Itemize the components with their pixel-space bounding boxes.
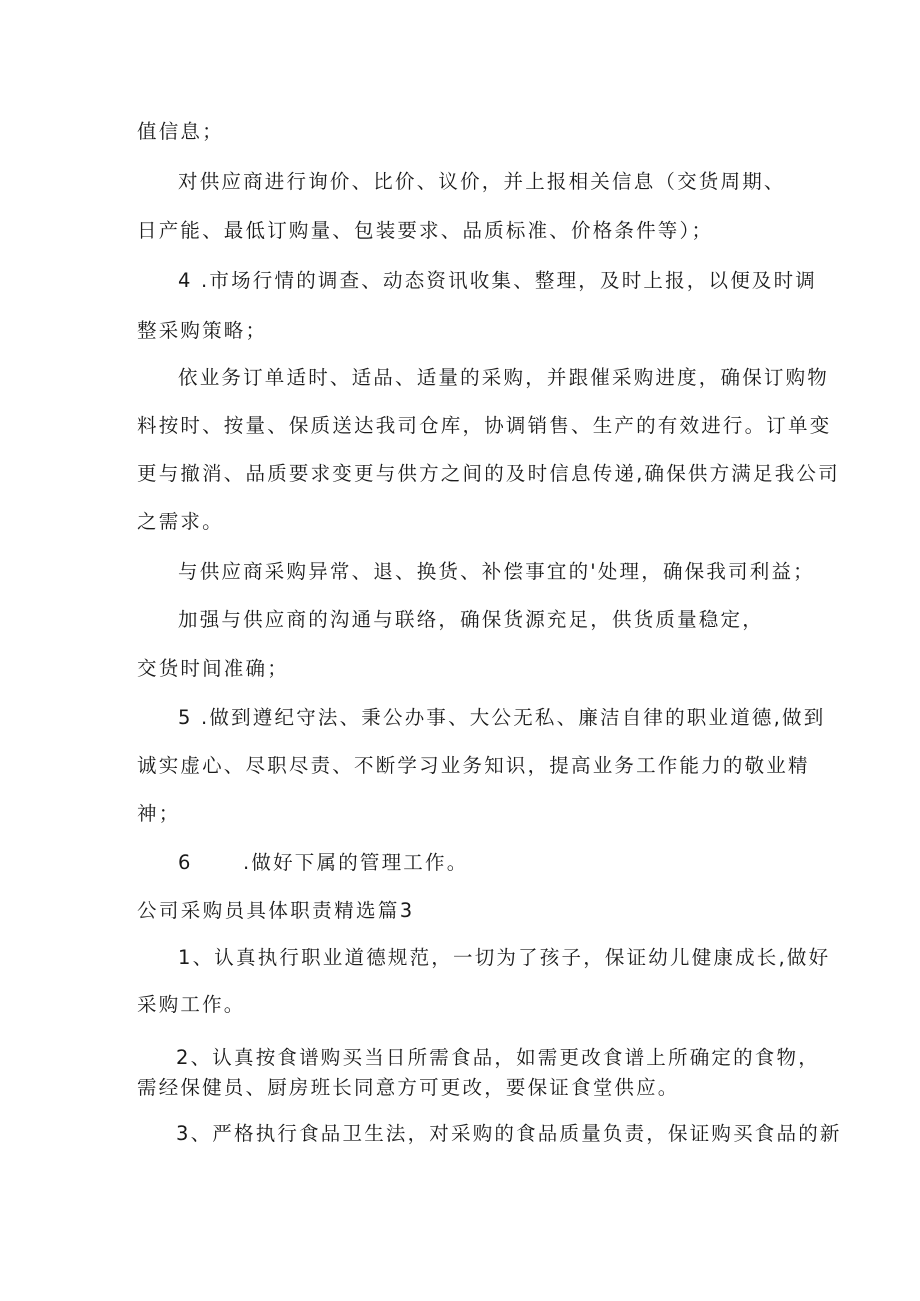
text-line-19: 采购工作。 (137, 993, 246, 1016)
text-line-14: 诚实虚心、尽职尽责、不断学习业务知识，提高业务工作能力的敬业精 (137, 754, 810, 777)
text-line-10: 与供应商采购异常、退、换货、补偿事宜的'处理，确保我司利益； (178, 560, 815, 583)
text-line-13: 5 .做到遵纪守法、秉公办事、大公无私、廉洁自律的职业道德,做到 (178, 706, 826, 729)
text-line-1: 值信息； (137, 120, 224, 143)
text-line-21: 需经保健员、厨房班长同意方可更改，要保证食堂供应。 (137, 1076, 680, 1099)
text-line-15: 神； (137, 802, 181, 825)
text-line-3: 日产能、最低订购量、包装要求、品质标准、价格条件等）； (137, 219, 714, 242)
text-line-16: 6 .做好下属的管理工作。 (178, 851, 469, 874)
text-line-22: 3、严格执行食品卫生法，对采购的食品质量负责，保证购买食品的新 (176, 1122, 842, 1145)
text-line-8: 更与撤消、品质要求变更与供方之间的及时信息传递,确保供方满足我公司 (137, 462, 840, 485)
text-line-20: 2、认真按食谱购买当日所需食品，如需更改食谱上所确定的食物， (176, 1046, 820, 1069)
text-line-12: 交货时间准确； (137, 657, 289, 680)
text-line-5: 整采购策略； (137, 319, 268, 342)
text-line-2: 对供应商进行询价、比价、议价，并上报相关信息（交货周期、 (178, 170, 786, 193)
text-line-9: 之需求。 (137, 510, 224, 533)
section-heading: 公司采购员具体职责精选篇3 (137, 899, 415, 922)
text-line-6: 依业务订单适时、适品、适量的采购，并跟催采购进度，确保订购物 (178, 366, 830, 389)
text-line-7: 料按时、按量、保质送达我司仓库，协调销售、生产的有效进行。订单变 (137, 414, 832, 437)
text-line-4: 4 .市场行情的调查、动态资讯收集、整理，及时上报，以便及时调 (178, 269, 818, 292)
text-line-18: 1、认真执行职业道德规范，一切为了孩子，保证幼儿健康成长,做好 (178, 946, 831, 969)
text-line-11: 加强与供应商的沟通与联络，确保货源充足，供货质量稳定， (178, 608, 764, 631)
